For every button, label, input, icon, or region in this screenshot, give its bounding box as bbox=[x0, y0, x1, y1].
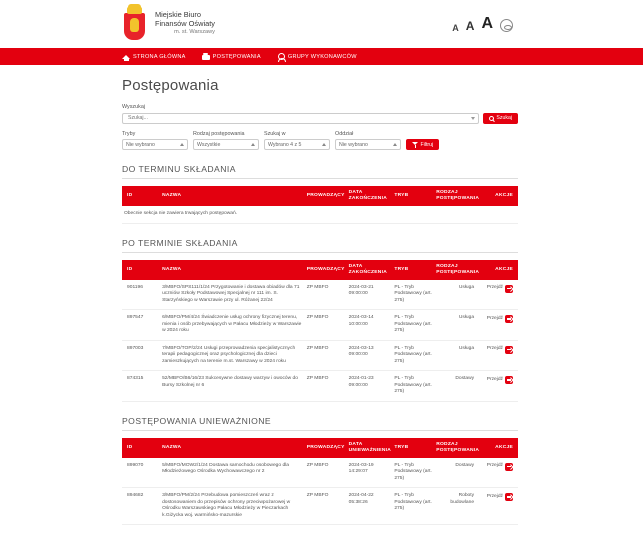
filter-rodzaj-value: Wszystkie bbox=[197, 141, 221, 148]
column-header: AKCJE bbox=[476, 186, 518, 206]
search-box[interactable] bbox=[122, 113, 479, 124]
column-header: TRYB bbox=[392, 260, 434, 280]
cell-rodzaj: Dostawy bbox=[434, 458, 476, 488]
filter-szukaj-w bbox=[264, 131, 330, 151]
chevron-up-icon bbox=[393, 143, 397, 146]
empty-message: Obecnie sekcja nie zawiera trwających postępowań. bbox=[122, 206, 518, 223]
brand-line-1: Miejskie Biuro bbox=[155, 10, 202, 20]
cell-prowadzacy: ZP MBFO bbox=[305, 488, 347, 525]
filter-tryby-label: Tryby bbox=[122, 130, 136, 137]
section-title: DO TERMINU SKŁADANIA bbox=[122, 164, 518, 179]
brand-logo[interactable] bbox=[122, 7, 215, 41]
accessibility-controls bbox=[452, 15, 513, 33]
cell-akcje bbox=[476, 488, 518, 525]
section bbox=[122, 238, 518, 402]
cell-nazwa: 52/MBFO/B6/16/23 Sukcesywne dostawy warzyw i owoców do Bursy Szkolnej nr 6 bbox=[160, 371, 305, 402]
go-to-link[interactable] bbox=[487, 315, 513, 323]
nav-item-grupy-wykonawcow[interactable] bbox=[277, 53, 357, 61]
filter-oddzial-value: Nie wybrano bbox=[339, 141, 368, 148]
section-title: POSTĘPOWANIA UNIEWAŻNIONE bbox=[122, 416, 518, 431]
procurement-table bbox=[122, 438, 518, 526]
table-row[interactable] bbox=[122, 488, 518, 525]
cell-rodzaj: Usługa bbox=[434, 340, 476, 371]
sections-container bbox=[122, 164, 518, 525]
cell-akcje bbox=[476, 371, 518, 402]
filter-button-label: Filtruj bbox=[420, 141, 434, 148]
go-to-label: Przejdź bbox=[486, 346, 503, 352]
table-row[interactable] bbox=[122, 280, 518, 310]
column-header: AKCJE bbox=[476, 438, 518, 458]
search-row bbox=[122, 104, 518, 124]
chevron-down-icon[interactable] bbox=[471, 117, 475, 120]
cell-tryb: PL - Tryb Podstawowy (art. 275) bbox=[392, 280, 434, 310]
user-icon bbox=[277, 53, 285, 61]
cell-nazwa: 7/MBFO/TOP/2/24 Usługi przeprowadzenia specjalistycznych terapii pedagogicznej oraz psychologicznej dla dzieci zamieszkujących na terenie m.st. Warszawy w 2024 roku bbox=[160, 340, 305, 371]
warsaw-crest-icon bbox=[122, 7, 148, 41]
nav-item-strona-glowna[interactable] bbox=[122, 53, 186, 61]
arrow-right-icon bbox=[505, 346, 513, 354]
column-header: TRYB bbox=[392, 186, 434, 206]
table-header-row bbox=[122, 438, 518, 458]
cell-data: 2024-03-21 09:00:00 bbox=[347, 280, 393, 310]
cell-nazwa: 6/MBFO/PM/4/24 Świadczenie usług ochrony fizycznej terenu, mienia i osób przebywających w Pałacu Młodzieży w Warszawie w 2024 roku bbox=[160, 310, 305, 341]
filter-rodzaj bbox=[193, 131, 259, 151]
cell-data: 2024-04-22 05:38:26 bbox=[347, 488, 393, 525]
procurement-table bbox=[122, 260, 518, 402]
column-header: PROWADZĄCY bbox=[305, 438, 347, 458]
filter-tryby bbox=[122, 131, 188, 151]
filter-icon bbox=[412, 142, 418, 148]
search-button-label: Szukaj bbox=[496, 115, 512, 121]
cell-prowadzacy: ZP MBFO bbox=[305, 458, 347, 488]
filter-rodzaj-label: Rodzaj postępowania bbox=[193, 130, 245, 137]
cell-rodzaj: Usługa bbox=[434, 280, 476, 310]
column-header: NAZWA bbox=[160, 260, 305, 280]
cell-tryb: PL - Tryb Podstawowy (art. 275) bbox=[392, 458, 434, 488]
section bbox=[122, 164, 518, 224]
cell-id: 901196 bbox=[122, 280, 160, 310]
column-header: ID bbox=[122, 186, 160, 206]
cell-akcje bbox=[476, 340, 518, 371]
site-header bbox=[0, 0, 643, 48]
go-to-link[interactable] bbox=[487, 285, 513, 293]
go-to-label: Przejdź bbox=[486, 493, 503, 499]
column-header: NAZWA bbox=[160, 438, 305, 458]
filter-tryby-select[interactable] bbox=[122, 139, 188, 150]
page-title: Postępowania bbox=[122, 77, 219, 94]
arrow-right-icon bbox=[505, 376, 513, 384]
brand-line-2: Finansów Oświaty bbox=[155, 18, 215, 28]
main-navigation bbox=[0, 48, 643, 65]
cell-prowadzacy: ZP MBFO bbox=[305, 310, 347, 341]
filter-oddzial-select[interactable] bbox=[335, 139, 401, 150]
cell-data: 2024-03-14 10:00:00 bbox=[347, 310, 393, 341]
eye-icon[interactable] bbox=[500, 19, 513, 32]
column-header: RODZAJ POSTĘPOWANIA bbox=[434, 186, 476, 206]
nav-label: GRUPY WYKONAWCÓW bbox=[287, 53, 357, 60]
cell-nazwa: 3/MBFO/SPS111/1/24 Przygotowanie i dostawa obiadów dla 71 uczniów Szkoły Podstawowej Specjalnej nr 111 im. S. Starzyńskiego w Warszawie przy ul. Różanej 22/24 bbox=[160, 280, 305, 310]
arrow-right-icon bbox=[505, 315, 513, 323]
filter-szukaj-w-select[interactable] bbox=[264, 139, 330, 150]
cell-nazwa: 3/MBFO/PM/2/24 Przebudowa pomieszczeń wraz z dostosowaniem do przepisów ochrony przeciwpożarowej w Ośrodku Warszawskiego Pałacu Młodzieży w Pieczarkach k.Giżycka woj. warmińsko-mazurskie bbox=[160, 488, 305, 525]
chevron-up-icon bbox=[322, 143, 326, 146]
filter-rodzaj-select[interactable] bbox=[193, 139, 259, 150]
cell-nazwa: 5/MBFO/MOW2/1/24 Dostawa samochodu osobowego dla Młodzieżowego Ośrodka Wychowawczego nr 2 bbox=[160, 458, 305, 488]
column-header: NAZWA bbox=[160, 186, 305, 206]
cell-rodzaj: Usługa bbox=[434, 310, 476, 341]
search-button[interactable] bbox=[483, 113, 518, 124]
chevron-up-icon bbox=[180, 143, 184, 146]
nav-label: STRONA GŁÓWNA bbox=[133, 53, 186, 60]
arrow-right-icon bbox=[505, 493, 513, 501]
column-header: ID bbox=[122, 438, 160, 458]
cell-id: 899070 bbox=[122, 458, 160, 488]
search-field-group bbox=[122, 104, 479, 124]
column-header: PROWADZĄCY bbox=[305, 260, 347, 280]
column-header: DATA ZAKOŃCZENIA bbox=[347, 260, 393, 280]
procurement-table bbox=[122, 186, 518, 224]
table-row[interactable] bbox=[122, 458, 518, 488]
nav-item-postepowania[interactable] bbox=[202, 53, 261, 61]
arrow-right-icon bbox=[505, 463, 513, 471]
cell-id: 897547 bbox=[122, 310, 160, 341]
nav-label: POSTĘPOWANIA bbox=[212, 53, 261, 60]
cell-akcje bbox=[476, 280, 518, 310]
column-header: AKCJE bbox=[476, 260, 518, 280]
font-size-small-button[interactable]: A bbox=[452, 23, 459, 33]
home-icon bbox=[122, 53, 130, 61]
cell-prowadzacy: ZP MBFO bbox=[305, 371, 347, 402]
cell-tryb: PL - Tryb Podstawowy (art. 275) bbox=[392, 340, 434, 371]
filter-oddzial bbox=[335, 131, 401, 151]
cell-id: 874315 bbox=[122, 371, 160, 402]
table-row[interactable] bbox=[122, 371, 518, 402]
go-to-link[interactable] bbox=[487, 376, 513, 384]
cell-tryb: PL - Tryb Podstawowy (art. 275) bbox=[392, 371, 434, 402]
column-header: PROWADZĄCY bbox=[305, 186, 347, 206]
main-content bbox=[0, 65, 643, 525]
column-header: DATA ZAKOŃCZENIA bbox=[347, 186, 393, 206]
filter-tryby-value: Nie wybrano bbox=[126, 141, 155, 148]
cell-prowadzacy: ZP MBFO bbox=[305, 340, 347, 371]
go-to-link[interactable] bbox=[487, 346, 513, 354]
go-to-label: Przejdź bbox=[486, 315, 503, 321]
cell-rodzaj: Roboty budowlane bbox=[434, 488, 476, 525]
arrow-right-icon bbox=[505, 285, 513, 293]
cell-data: 2024-01-23 09:00:00 bbox=[347, 371, 393, 402]
brand-line-3: m. st. Warszawy bbox=[174, 29, 215, 36]
go-to-label: Przejdź bbox=[486, 376, 503, 382]
section-title: PO TERMINIE SKŁADANIA bbox=[122, 238, 518, 253]
chevron-up-icon bbox=[251, 143, 255, 146]
go-to-label: Przejdź bbox=[486, 285, 503, 291]
cell-tryb: PL - Tryb Podstawowy (art. 275) bbox=[392, 488, 434, 525]
cell-rodzaj: Dostawy bbox=[434, 371, 476, 402]
table-header-row bbox=[122, 186, 518, 206]
column-header: TRYB bbox=[392, 438, 434, 458]
search-input[interactable] bbox=[126, 114, 468, 122]
cell-id: 894682 bbox=[122, 488, 160, 525]
go-to-link[interactable] bbox=[487, 463, 513, 471]
search-icon bbox=[489, 116, 494, 121]
table-header-row bbox=[122, 260, 518, 280]
go-to-label: Przejdź bbox=[486, 463, 503, 469]
cell-id: 897003 bbox=[122, 340, 160, 371]
filter-oddzial-label: Oddział bbox=[335, 130, 354, 137]
cell-akcje bbox=[476, 310, 518, 341]
go-to-link[interactable] bbox=[487, 493, 513, 501]
search-label: Wyszukaj bbox=[122, 104, 146, 110]
font-size-medium-button[interactable]: A bbox=[465, 19, 475, 33]
column-header: ID bbox=[122, 260, 160, 280]
column-header: RODZAJ POSTĘPOWANIA bbox=[434, 438, 476, 458]
font-size-large-button[interactable]: A bbox=[481, 15, 493, 32]
filter-szukaj-w-value: Wybrano 4 z 5 bbox=[268, 141, 302, 148]
filters-row bbox=[122, 131, 518, 151]
filter-szukaj-w-label: Szukaj w bbox=[264, 130, 286, 137]
table-row[interactable] bbox=[122, 310, 518, 341]
cell-prowadzacy: ZP MBFO bbox=[305, 280, 347, 310]
cell-akcje bbox=[476, 458, 518, 488]
table-row[interactable] bbox=[122, 340, 518, 371]
column-header: RODZAJ POSTĘPOWANIA bbox=[434, 260, 476, 280]
cell-tryb: PL - Tryb Podstawowy (art. 275) bbox=[392, 310, 434, 341]
cell-data: 2024-03-13 09:00:00 bbox=[347, 340, 393, 371]
documents-icon bbox=[202, 53, 210, 61]
brand-text bbox=[155, 11, 215, 37]
section bbox=[122, 416, 518, 526]
cell-data: 2024-03-19 14:29:07 bbox=[347, 458, 393, 488]
filter-button[interactable] bbox=[406, 139, 439, 150]
column-header: DATA UNIEWAŻNIENIA bbox=[347, 438, 393, 458]
